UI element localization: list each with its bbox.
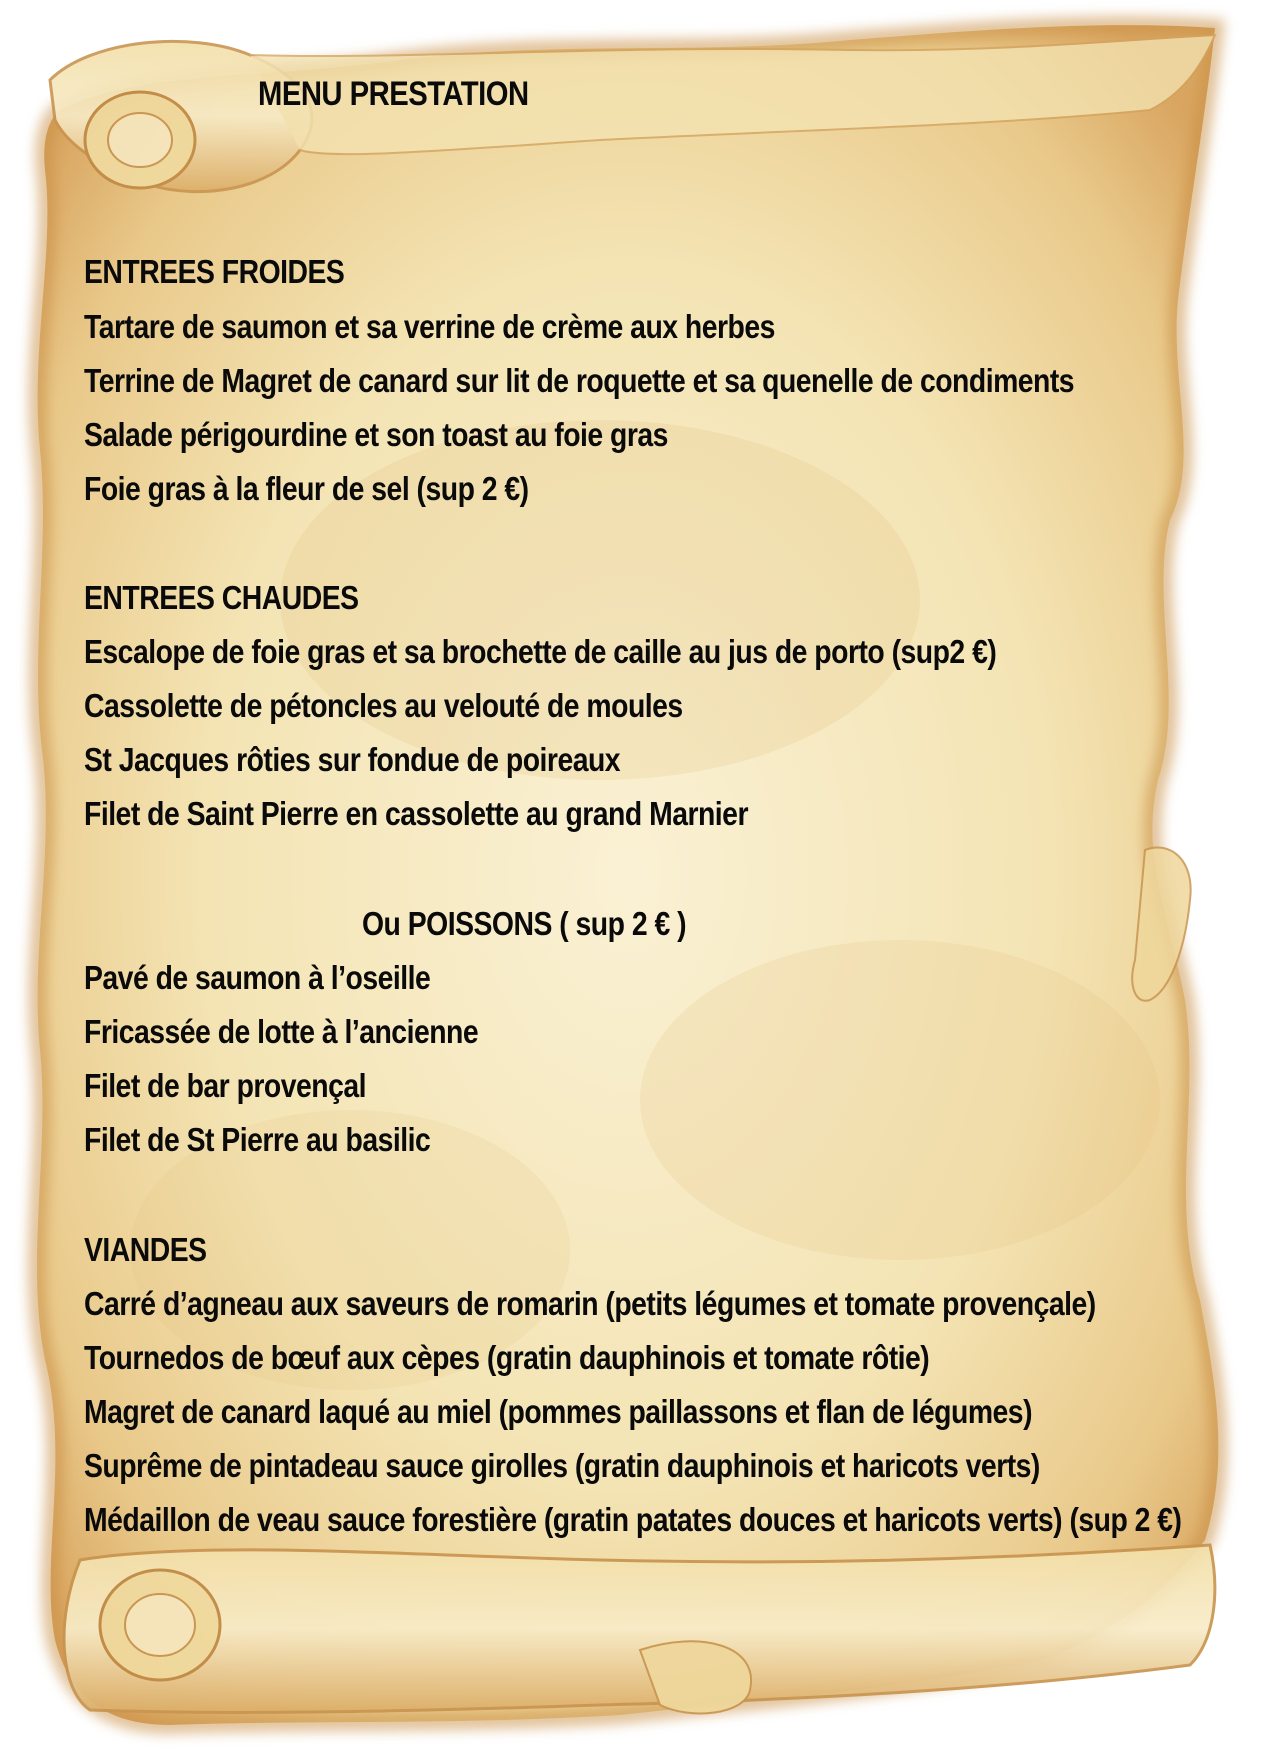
menu-item: Magret de canard laqué au miel (pommes paillassons et flan de légumes) xyxy=(84,1393,1033,1430)
menu-item: Suprême de pintadeau sauce girolles (gratin dauphinois et haricots verts) xyxy=(84,1447,1040,1484)
section-heading-entrees-chaudes: ENTREES CHAUDES xyxy=(84,579,359,616)
menu-item: Filet de St Pierre au basilic xyxy=(84,1121,431,1158)
menu-item: Médaillon de veau sauce forestière (gratin patates douces et haricots verts) (sup 2 €) xyxy=(84,1501,1182,1538)
menu-item: Escalope de foie gras et sa brochette de caille au jus de porto (sup2 €) xyxy=(84,633,997,670)
menu-item: Fricassée de lotte à l’ancienne xyxy=(84,1013,479,1050)
menu-item: Filet de Saint Pierre en cassolette au grand Marnier xyxy=(84,795,748,832)
menu-item: Tournedos de bœuf aux cèpes (gratin dauphinois et tomate rôtie) xyxy=(84,1339,930,1376)
menu-item: Terrine de Magret de canard sur lit de roquette et sa quenelle de condiments xyxy=(84,362,1075,399)
section-heading-entrees-froides: ENTREES FROIDES xyxy=(84,253,345,290)
menu-item: Tartare de saumon et sa verrine de crème aux herbes xyxy=(84,308,775,345)
menu-item: Salade périgourdine et son toast au foie gras xyxy=(84,416,668,453)
menu-item: Cassolette de pétoncles au velouté de moules xyxy=(84,687,683,724)
section-heading-viandes: VIANDES xyxy=(84,1231,207,1268)
menu-item: Carré d’agneau aux saveurs de romarin (petits légumes et tomate provençale) xyxy=(84,1285,1096,1322)
menu-item: St Jacques rôties sur fondue de poireaux xyxy=(84,741,621,778)
menu-title: MENU PRESTATION xyxy=(258,75,529,113)
section-heading-poissons: Ou POISSONS ( sup 2 € ) xyxy=(362,905,687,942)
menu-item: Pavé de saumon à l’oseille xyxy=(84,959,431,996)
menu-item: Filet de bar provençal xyxy=(84,1067,366,1104)
menu-item: Foie gras à la fleur de sel (sup 2 €) xyxy=(84,470,529,507)
